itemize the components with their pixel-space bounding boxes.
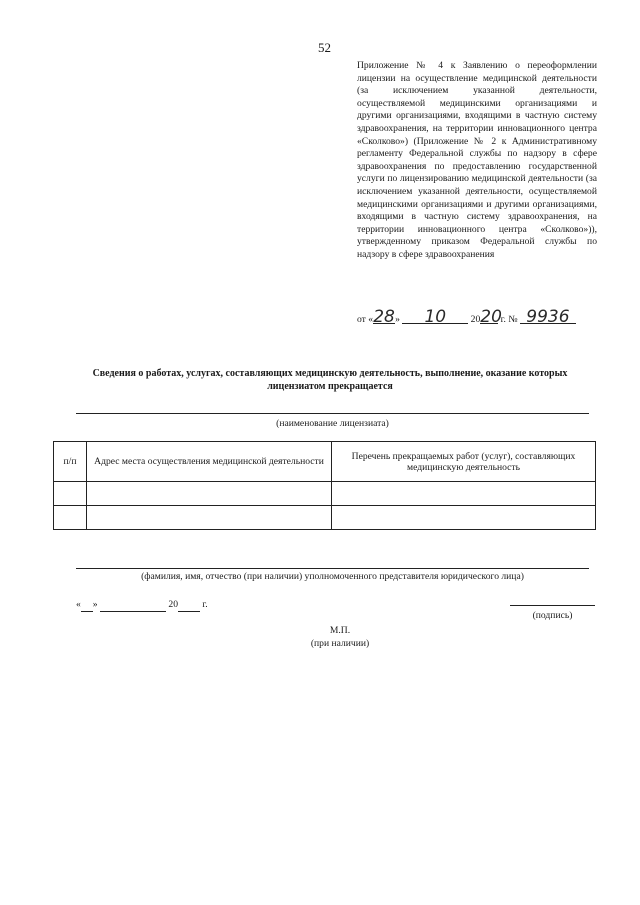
table-cell xyxy=(54,506,87,530)
seal-note: (при наличии) xyxy=(310,638,370,649)
signing-date-close: » xyxy=(92,599,98,610)
table-cell xyxy=(87,482,332,506)
services-table xyxy=(53,441,596,530)
signing-day-blank xyxy=(81,599,93,612)
order-date-mid: » xyxy=(395,314,400,325)
order-year: 20 xyxy=(480,307,502,327)
representative-caption: (фамилия, имя, отчество (при наличии) уполномоченного представителя юридического лица) xyxy=(141,571,524,582)
order-year-prefix: 20 xyxy=(470,314,481,325)
order-month: 10 xyxy=(402,311,468,324)
table-row xyxy=(54,506,596,530)
section-title: Сведения о работах, услугах, составляющих медицинскую деятельность, выполнение, оказание которых лицензиатом прекращается xyxy=(92,368,568,392)
signing-month-blank xyxy=(100,599,166,612)
order-number: 9936 xyxy=(520,311,576,324)
order-day: 28 xyxy=(373,307,395,327)
licensee-caption: (наименование лицензиата) xyxy=(276,418,389,429)
table-header-row xyxy=(54,442,596,482)
table-cell xyxy=(332,506,596,530)
signing-year-prefix: 20 xyxy=(168,599,178,610)
signing-date xyxy=(76,599,208,612)
seal-block xyxy=(270,624,410,650)
order-date-prefix: от « xyxy=(357,314,374,325)
table-cell xyxy=(87,506,332,530)
table-cell xyxy=(332,482,596,506)
table-cell xyxy=(54,482,87,506)
licensee-name-line xyxy=(76,413,589,414)
signing-year-suffix: г. xyxy=(202,599,208,610)
appendix-reference: Приложение № 4 к Заявлению о переоформлении лицензии на осуществление медицинской деятельности (за исключением указанной деятельности, осуществляемой медицинскими организациями и другими организациями, входящими в частную систему здравоохранения, на территории инновационного центра «Сколково») (Приложение № 2 к Административному регламенту Федеральной службы по надзору в сфере здравоохранения по предоставлению государственной услуги по лицензированию медицинской деятельности (за исключением указанной деятельности, осуществляемой медицинскими организациями и другими организациями, входящими в частную систему здравоохранения, на территории инновационного центра «Сколково»)), утвержденному приказом Федеральной службы по надзору в сфере здравоохранения xyxy=(357,60,597,260)
signing-date-open: « xyxy=(76,599,81,610)
representative-name-line xyxy=(76,568,589,569)
page-number: 52 xyxy=(318,40,331,55)
col-header-address: Адрес места осуществления медицинской деятельности xyxy=(87,442,332,482)
col-header-number: п/п xyxy=(54,442,87,482)
order-date-line xyxy=(357,307,597,327)
signature-label: (подпись) xyxy=(532,610,573,621)
order-number-label: г. № xyxy=(500,314,518,325)
seal-label: М.П. xyxy=(329,625,351,636)
col-header-services: Перечень прекращаемых работ (услуг), составляющих медицинскую деятельность xyxy=(332,442,596,482)
table-row xyxy=(54,482,596,506)
signing-year-blank xyxy=(178,599,200,612)
signature-line xyxy=(510,605,595,606)
